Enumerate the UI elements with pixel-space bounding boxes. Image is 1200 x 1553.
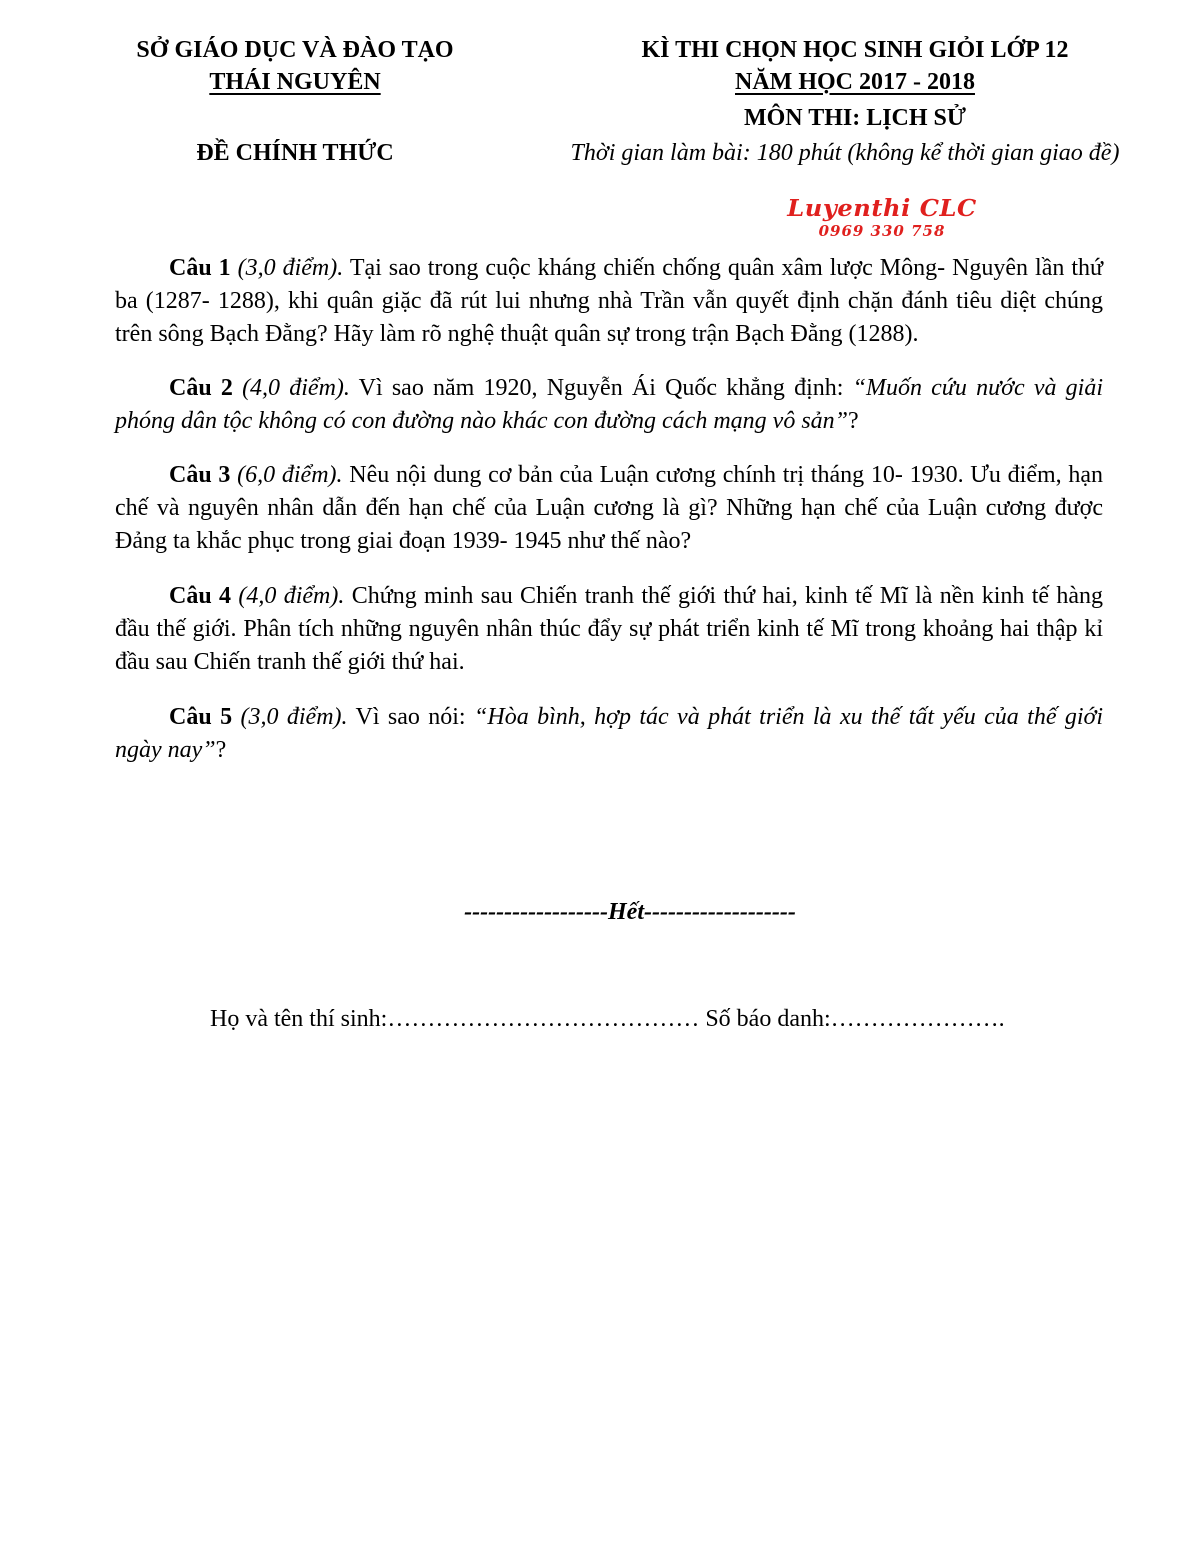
school-year-text: NĂM HỌC 2017 - 2018 bbox=[735, 69, 975, 95]
question-end-mark: ? bbox=[848, 408, 859, 434]
candidate-info bbox=[210, 1003, 1170, 1035]
official-exam-label: ĐỀ CHÍNH THỨC bbox=[196, 140, 394, 166]
subject-title: MÔN THI: LỊCH SỬ bbox=[743, 105, 967, 131]
watermark-logo bbox=[772, 196, 992, 244]
question-label: Câu 3 bbox=[169, 462, 231, 488]
question-end-mark: ? bbox=[215, 737, 227, 763]
department-name: SỞ GIÁO DỤC VÀ ĐÀO TẠO bbox=[136, 37, 454, 63]
question-text: Chứng minh sau Chiến tranh thế giới thứ hai, kinh tế Mĩ là nền kinh tế hàng đầu thế giới. Phân tích những nguyên nhân thúc đẩy sự phát triển kinh tế Mĩ trong khoảng hai thập kỉ đầu sau Chiến tranh thế giới thứ hai. bbox=[115, 583, 1104, 675]
question-label: Câu 4 bbox=[169, 583, 232, 609]
question-points: (3,0 điểm). bbox=[240, 704, 348, 730]
question-points: (4,0 điểm). bbox=[242, 375, 350, 401]
question-quote: “Muốn cứu nước và giải phóng dân tộc không có con đường nào khác con đường cách mạng vô sản” bbox=[115, 375, 1103, 434]
question-4 bbox=[115, 580, 1103, 679]
question-points: (6,0 điểm). bbox=[237, 462, 343, 488]
exam-duration: Thời gian làm bài: 180 phút (không kể thời gian giao đề) bbox=[570, 140, 1120, 166]
candidate-number-field: Số báo danh:…………………. bbox=[705, 1006, 1005, 1032]
question-2 bbox=[115, 372, 1103, 438]
candidate-name-field: Họ và tên thí sinh:………………………………… bbox=[210, 1006, 700, 1032]
question-label: Câu 5 bbox=[169, 704, 233, 730]
exam-title: KÌ THI CHỌN HỌC SINH GIỎI LỚP 12 bbox=[641, 37, 1069, 63]
province-name bbox=[100, 66, 490, 98]
province-name-text: THÁI NGUYÊN bbox=[209, 69, 381, 95]
question-label: Câu 2 bbox=[169, 375, 233, 401]
end-marker: ------------------Hết------------------- bbox=[464, 899, 796, 925]
school-year bbox=[560, 66, 1150, 98]
question-points: (3,0 điểm). bbox=[237, 255, 344, 281]
question-text: Vì sao nói: bbox=[355, 704, 466, 730]
question-3 bbox=[115, 459, 1103, 558]
question-5 bbox=[115, 701, 1103, 767]
question-text: Vì sao năm 1920, Nguyễn Ái Quốc khẳng định: bbox=[358, 375, 844, 401]
question-points: (4,0 điểm). bbox=[238, 583, 345, 609]
question-quote: “Hòa bình, hợp tác và phát triển là xu thế tất yếu của thế giới ngày nay” bbox=[115, 704, 1104, 763]
question-1 bbox=[115, 252, 1103, 351]
question-text: Tại sao trong cuộc kháng chiến chống quân xâm lược Mông- Nguyên lần thứ ba (1287- 1288), khi quân giặc đã rút lui nhưng nhà Trần vẫn quyết định chặn đánh tiêu diệt chúng trên sông Bạch Đằng? Hãy làm rõ nghệ thuật quân sự trong trận Bạch Đằng (1288). bbox=[115, 255, 1103, 347]
question-label: Câu 1 bbox=[169, 255, 231, 281]
question-text: Nêu nội dung cơ bản của Luận cương chính trị tháng 10- 1930. Ưu điểm, hạn chế và nguyên nhân dẫn đến hạn chế của Luận cương là gì? Những hạn chế của Luận cương được Đảng ta khắc phục trong giai đoạn 1939- 1945 như thế nào? bbox=[115, 462, 1104, 554]
watermark-phone: 0969 330 758 bbox=[818, 222, 946, 240]
watermark-name: Luyenthi CLC bbox=[787, 195, 977, 222]
